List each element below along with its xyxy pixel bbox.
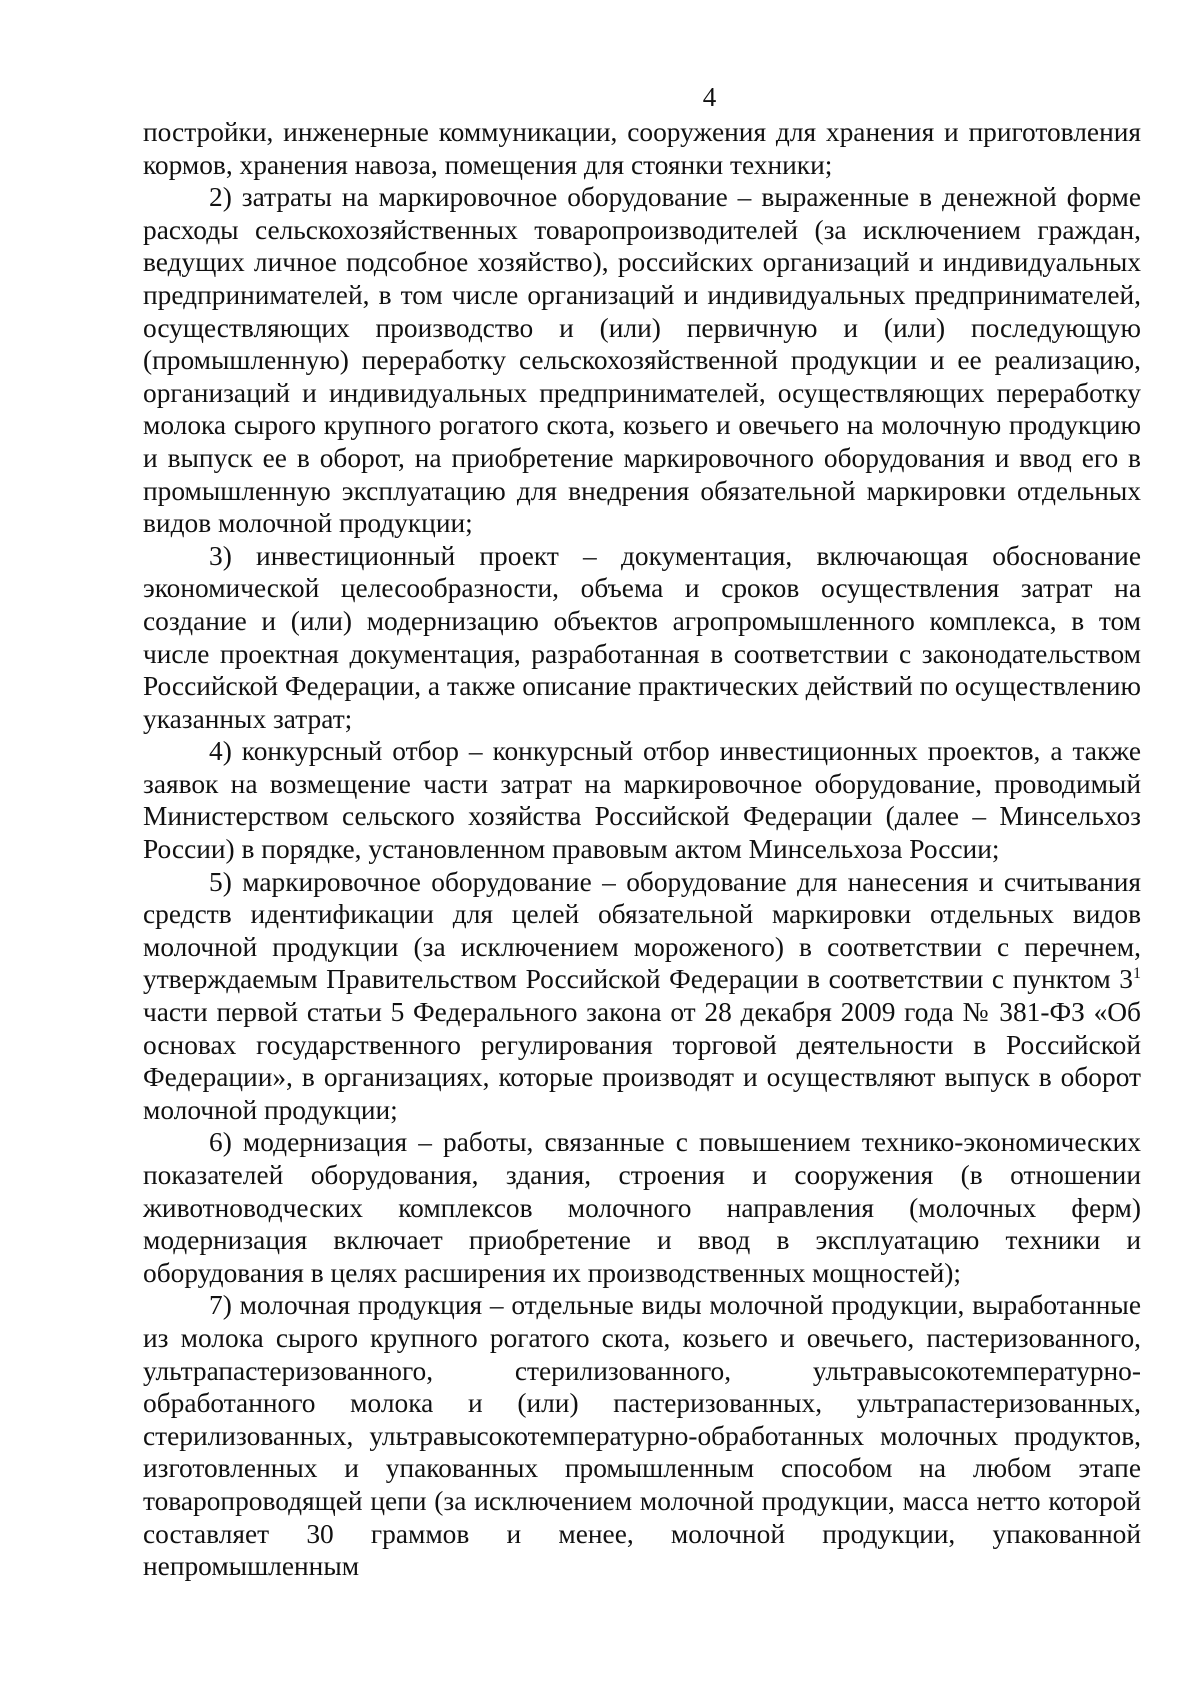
definition-item-5-text-a: 5) маркировочное оборудование – оборудование для нанесения и считывания средств идентификации для целей обязательной маркировки отдельных видов молочной продукции (за исключением мороженого) в соответствии с перечнем, утверждаемым Правительством Российской Федерации в соответствии с пунктом 3 <box>143 866 1141 995</box>
superscript-marker: 1 <box>1133 965 1141 983</box>
definition-item-5 <box>143 866 1141 1127</box>
definition-item-2: 2) затраты на маркировочное оборудование – выраженные в денежной форме расходы сельскохозяйственных товаропроизводителей (за исключением граждан, ведущих личное подсобное хозяйство), российских организаций и индивидуальных предпринимателей, в том числе организаций и индивидуальных предпринимателей, осуществляющих производство и (или) первичную и (или) последующую (промышленную) переработку сельскохозяйственной продукции и ее реализацию, организаций и индивидуальных предпринимателей, осуществляющих переработку молока сырого крупного рогатого скота, козьего и овечьего на молочную продукцию и выпуск ее в оборот, на приобретение маркировочного оборудования и ввод его в промышленную эксплуатацию для внедрения обязательной маркировки отдельных видов молочной продукции; <box>143 182 1141 539</box>
document-body <box>143 116 1141 1583</box>
definition-item-6: 6) модернизация – работы, связанные с повышением технико-экономических показателей оборудования, здания, строения и сооружения (в отношении животноводческих комплексов молочного направления (молочных ферм) модернизация включает приобретение и ввод в эксплуатацию техники и оборудования в целях расширения их производственных мощностей); <box>143 1127 1141 1288</box>
page-number: 4 <box>702 82 717 112</box>
paragraph-continuation: постройки, инженерные коммуникации, сооружения для хранения и приготовления кормов, хранения навоза, помещения для стоянки техники; <box>143 117 1141 180</box>
definition-item-7: 7) молочная продукция – отдельные виды молочной продукции, выработанные из молока сырого крупного рогатого скота, козьего и овечьего, пастеризованного, ультрапастеризованного, стерилизованного, ультравысокотемпературно-обработанного молока и (или) пастеризованных, ультрапастеризованных, стерилизованных, ультравысокотемпературно-обработанных молочных продуктов, изготовленных и упакованных промышленным способом на любом этапе товаропроводящей цепи (за исключением молочной продукции, масса нетто которой составляет 30 граммов и менее, молочной продукции, упакованной непромышленным <box>143 1290 1141 1582</box>
definition-item-3: 3) инвестиционный проект – документация, включающая обоснование экономической целесообразности, объема и сроков осуществления затрат на создание и (или) модернизацию объектов агропромышленного комплекса, в том числе проектная документация, разработанная в соответствии с законодательством Российской Федерации, а также описание практических действий по осуществлению указанных затрат; <box>143 540 1141 734</box>
definition-item-4: 4) конкурсный отбор – конкурсный отбор инвестиционных проектов, а также заявок на возмещение части затрат на маркировочное оборудование, проводимый Министерством сельского хозяйства Российской Федерации (далее – Минсельхоз России) в порядке, установленном правовым актом Минсельхоза России; <box>143 736 1141 865</box>
definition-item-5-text-b: части первой статьи 5 Федерального закона от 28 декабря 2009 года № 381-ФЗ «Об основах государственного регулирования торговой деятельности в Российской Федерации», в организациях, которые производят и осуществляют выпуск в оборот молочной продукции; <box>143 997 1141 1125</box>
document-page <box>143 82 1141 1583</box>
